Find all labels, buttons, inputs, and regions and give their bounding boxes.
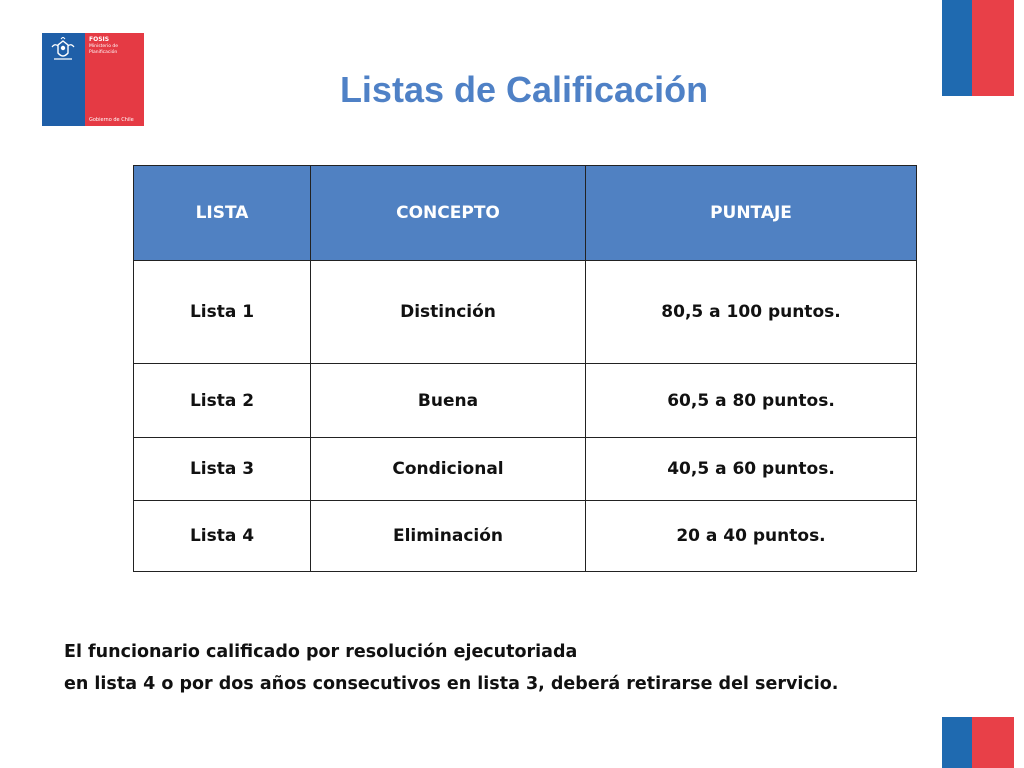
footnote-line-1: El funcionario calificado por resolución ejecutoriada (64, 642, 578, 662)
logo-government: Gobierno de Chile (89, 117, 134, 123)
coat-of-arms-icon (46, 37, 80, 67)
cell-concepto: Buena (311, 364, 586, 438)
cell-puntaje: 40,5 a 60 puntos. (586, 438, 917, 501)
table-row (134, 438, 917, 501)
flag-bar-bottom (942, 717, 1014, 768)
grades-table (133, 165, 917, 572)
header-concepto: CONCEPTO (311, 166, 586, 261)
cell-lista: Lista 4 (134, 501, 311, 572)
cell-concepto: Eliminación (311, 501, 586, 572)
cell-puntaje: 80,5 a 100 puntos. (586, 261, 917, 364)
logo-brand: FOSIS (89, 36, 110, 43)
table-row (134, 261, 917, 364)
footnote (64, 636, 924, 700)
cell-puntaje: 20 a 40 puntos. (586, 501, 917, 572)
table-row (134, 501, 917, 572)
footnote-line-2: en lista 4 o por dos años consecutivos en lista 3, deberá retirarse del servicio. (64, 674, 839, 694)
table-header-row (134, 166, 917, 261)
flag-blue-stripe (942, 717, 972, 768)
cell-puntaje: 60,5 a 80 puntos. (586, 364, 917, 438)
cell-lista: Lista 3 (134, 438, 311, 501)
header-puntaje: PUNTAJE (586, 166, 917, 261)
cell-concepto: Distinción (311, 261, 586, 364)
cell-concepto: Condicional (311, 438, 586, 501)
flag-red-stripe (972, 717, 1014, 768)
table-row (134, 364, 917, 438)
header-lista: LISTA (134, 166, 311, 261)
page-title: Listas de Calificación (339, 69, 709, 110)
logo-ministry: Ministerio de Planificación (89, 44, 119, 55)
cell-lista: Lista 2 (134, 364, 311, 438)
cell-lista: Lista 1 (134, 261, 311, 364)
